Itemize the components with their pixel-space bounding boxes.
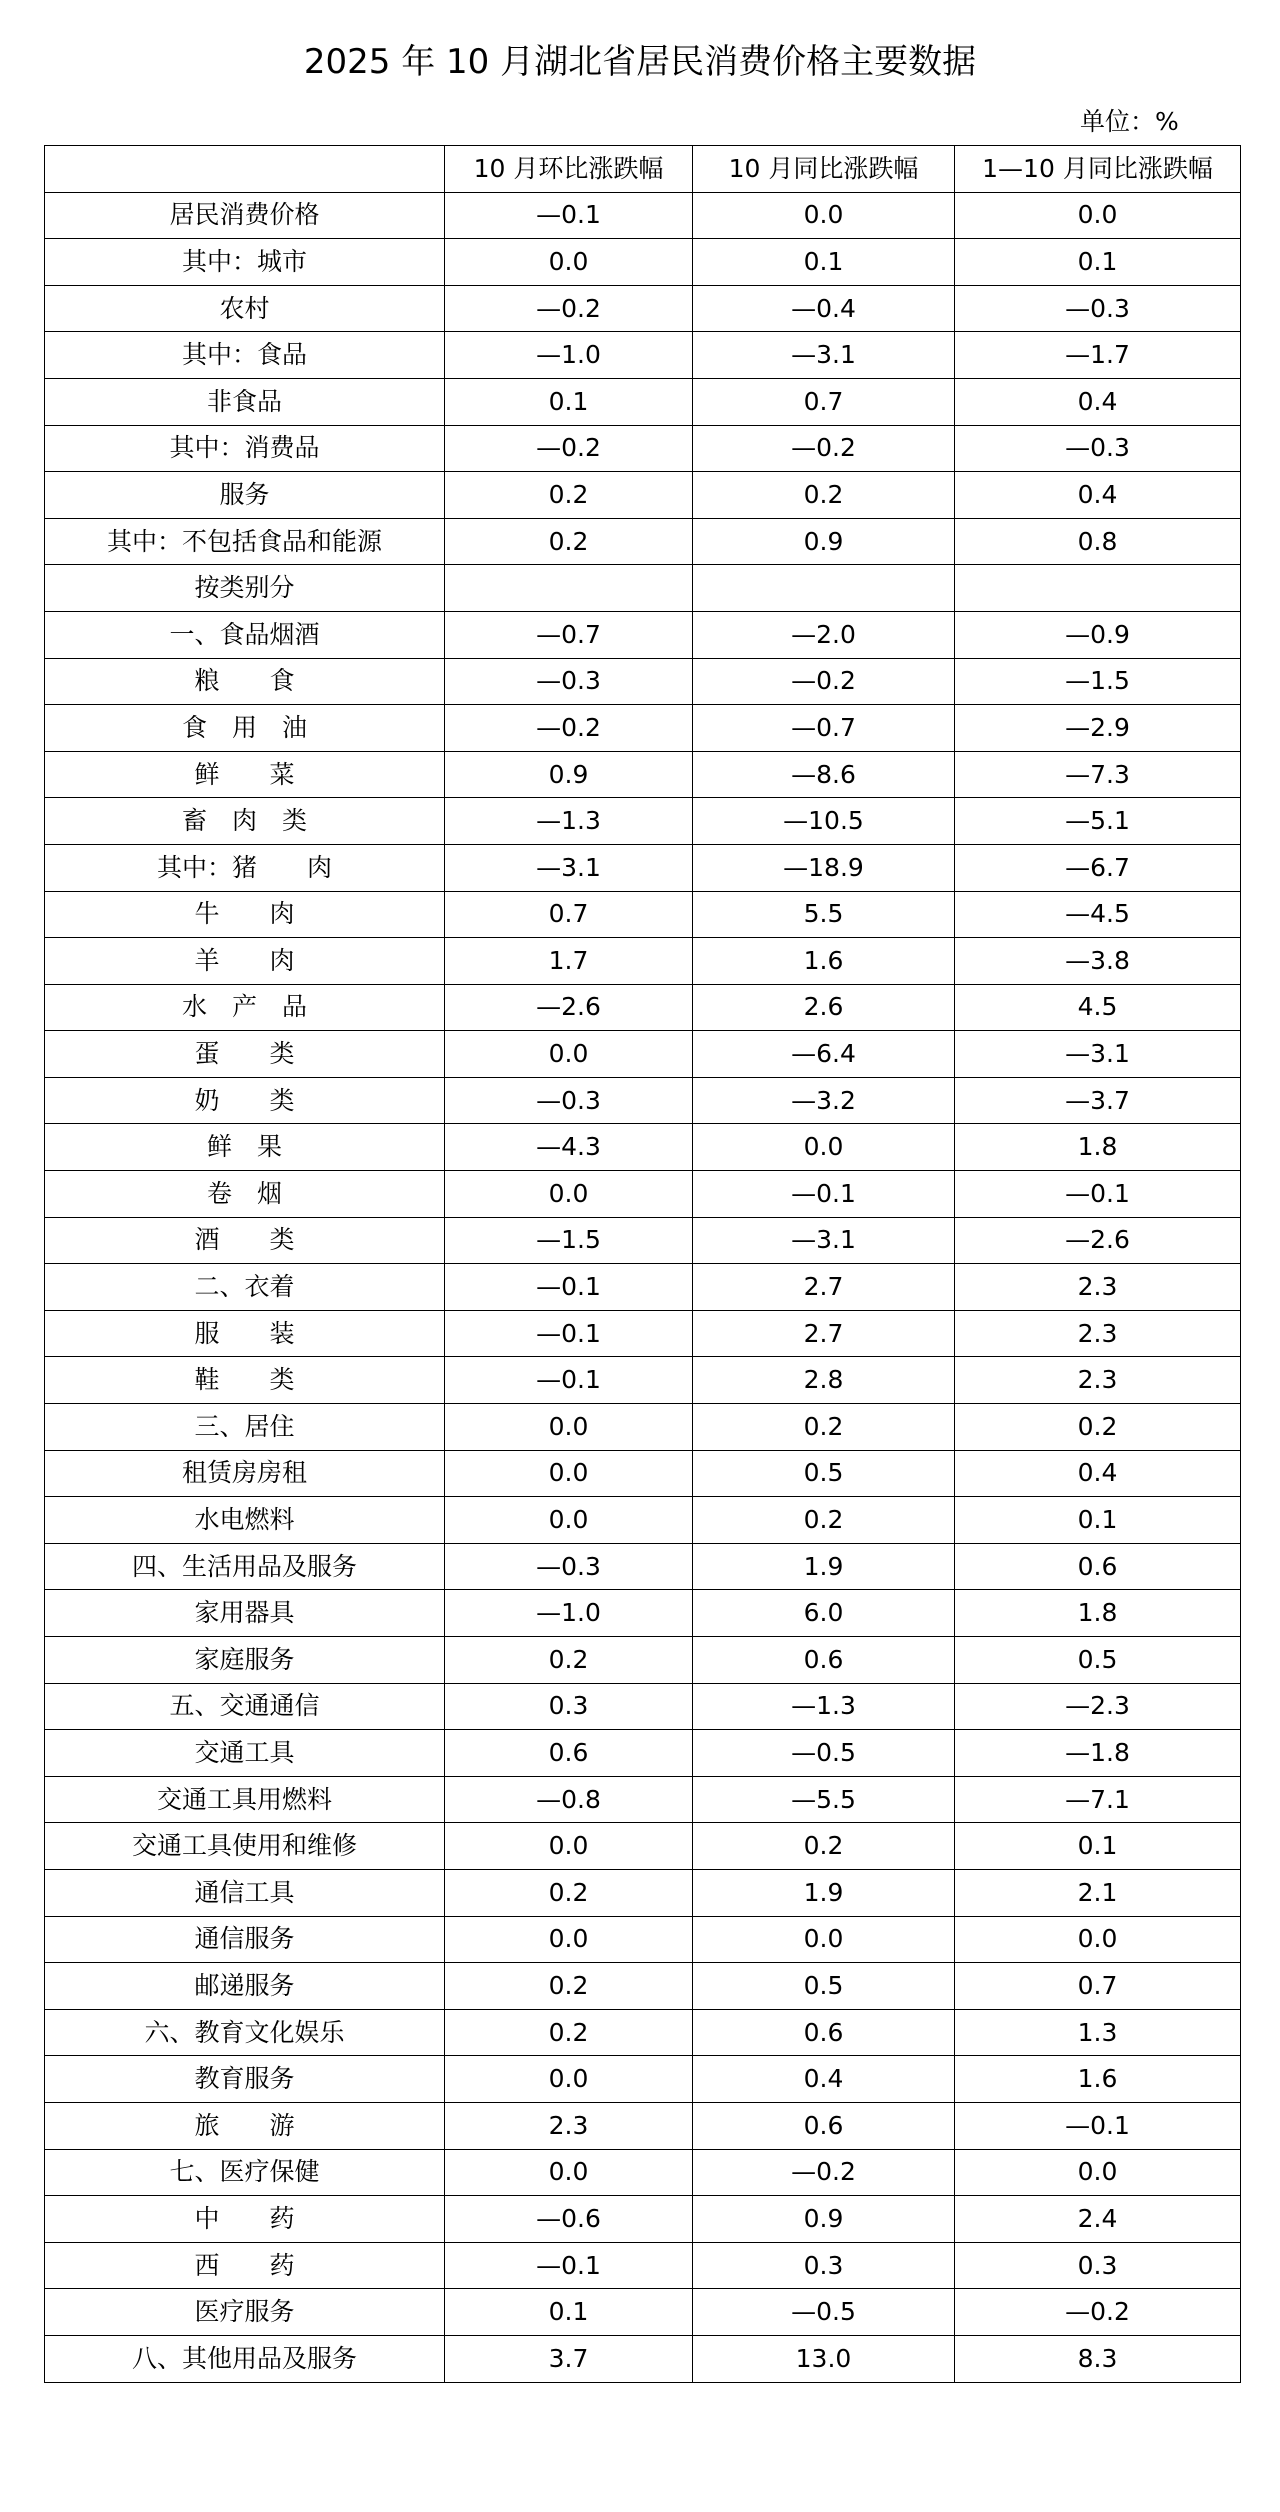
category-cell: 医疗服务 [45, 2289, 445, 2336]
ytd-change-cell: 0.6 [955, 1543, 1241, 1590]
table-row [45, 472, 1241, 519]
mom-change-cell [445, 565, 693, 612]
category-cell: 按类别分 [45, 565, 445, 612]
mom-change-cell: —1.0 [445, 332, 693, 379]
mom-change-cell: —0.3 [445, 1543, 693, 1590]
category-cell: 鲜 菜 [45, 751, 445, 798]
mom-change-cell: 0.7 [445, 891, 693, 938]
category-cell: 教育服务 [45, 2056, 445, 2103]
mom-change-cell: 0.0 [445, 1450, 693, 1497]
category-cell: 三、居住 [45, 1404, 445, 1451]
category-cell: 通信工具 [45, 1869, 445, 1916]
ytd-change-cell: —1.7 [955, 332, 1241, 379]
category-cell: 五、交通通信 [45, 1683, 445, 1730]
mom-change-cell: 0.0 [445, 1031, 693, 1078]
mom-change-cell: 0.2 [445, 472, 693, 519]
table-row [45, 938, 1241, 985]
ytd-change-cell: 4.5 [955, 984, 1241, 1031]
ytd-change-cell: 2.1 [955, 1869, 1241, 1916]
table-row [45, 1077, 1241, 1124]
yoy-change-cell: 6.0 [693, 1590, 955, 1637]
yoy-change-cell: 0.6 [693, 1637, 955, 1684]
mom-change-cell: —0.2 [445, 705, 693, 752]
ytd-change-cell: 0.2 [955, 1404, 1241, 1451]
mom-change-cell: —0.8 [445, 1776, 693, 1823]
mom-change-cell: —2.6 [445, 984, 693, 1031]
ytd-change-cell: —3.8 [955, 938, 1241, 985]
yoy-change-cell: 5.5 [693, 891, 955, 938]
table-header-row [45, 146, 1241, 193]
mom-change-cell: 2.3 [445, 2102, 693, 2149]
unit-label: 单位：% [1080, 107, 1179, 136]
category-cell: 服务 [45, 472, 445, 519]
table-row [45, 1450, 1241, 1497]
mom-change-cell: 0.9 [445, 751, 693, 798]
table-row [45, 705, 1241, 752]
category-cell: 鞋 类 [45, 1357, 445, 1404]
yoy-change-cell: 0.0 [693, 192, 955, 239]
mom-change-cell: —0.6 [445, 2196, 693, 2243]
table-row [45, 332, 1241, 379]
ytd-change-cell: 2.4 [955, 2196, 1241, 2243]
ytd-change-cell: 0.0 [955, 192, 1241, 239]
ytd-change-cell: —3.1 [955, 1031, 1241, 1078]
category-cell: 奶 类 [45, 1077, 445, 1124]
yoy-change-cell: —2.0 [693, 611, 955, 658]
category-cell: 水电燃料 [45, 1497, 445, 1544]
yoy-change-cell: 13.0 [693, 2335, 955, 2382]
yoy-change-cell: 1.9 [693, 1869, 955, 1916]
page-title: 2025 年 10 月湖北省居民消费价格主要数据 [303, 42, 977, 82]
category-cell: 卷 烟 [45, 1171, 445, 1218]
mom-change-cell: —0.1 [445, 2242, 693, 2289]
category-cell: 六、教育文化娱乐 [45, 2009, 445, 2056]
table-row [45, 518, 1241, 565]
ytd-change-cell: 2.3 [955, 1357, 1241, 1404]
table-row [45, 1031, 1241, 1078]
ytd-change-cell: 0.4 [955, 1450, 1241, 1497]
yoy-change-cell: —0.7 [693, 705, 955, 752]
table-row [45, 1171, 1241, 1218]
table-row [45, 1683, 1241, 1730]
mom-change-cell: —0.1 [445, 1310, 693, 1357]
ytd-change-cell: —3.7 [955, 1077, 1241, 1124]
yoy-change-cell: 0.3 [693, 2242, 955, 2289]
yoy-change-cell: 0.5 [693, 1450, 955, 1497]
mom-change-cell: —0.7 [445, 611, 693, 658]
category-cell: 邮递服务 [45, 1963, 445, 2010]
table-row [45, 1404, 1241, 1451]
category-cell: 农村 [45, 285, 445, 332]
mom-change-cell: 0.0 [445, 239, 693, 286]
header-cell-category [45, 146, 445, 193]
table-row [45, 1637, 1241, 1684]
yoy-change-cell: 0.6 [693, 2009, 955, 2056]
yoy-change-cell: —0.1 [693, 1171, 955, 1218]
table-row [45, 984, 1241, 1031]
yoy-change-cell: —3.1 [693, 1217, 955, 1264]
yoy-change-cell: —10.5 [693, 798, 955, 845]
category-cell: 八、其他用品及服务 [45, 2335, 445, 2382]
table-row [45, 1730, 1241, 1777]
mom-change-cell: 0.6 [445, 1730, 693, 1777]
ytd-change-cell: —6.7 [955, 844, 1241, 891]
category-cell: 牛 肉 [45, 891, 445, 938]
yoy-change-cell: —0.2 [693, 2149, 955, 2196]
mom-change-cell: 0.1 [445, 378, 693, 425]
yoy-change-cell: 0.5 [693, 1963, 955, 2010]
header-cell-ytd: 1—10 月同比涨跌幅 [955, 146, 1241, 193]
mom-change-cell: —4.3 [445, 1124, 693, 1171]
mom-change-cell: —0.3 [445, 1077, 693, 1124]
mom-change-cell: 0.0 [445, 1823, 693, 1870]
ytd-change-cell: 0.7 [955, 1963, 1241, 2010]
ytd-change-cell: 0.8 [955, 518, 1241, 565]
mom-change-cell: 0.1 [445, 2289, 693, 2336]
ytd-change-cell: 1.3 [955, 2009, 1241, 2056]
category-cell: 二、衣着 [45, 1264, 445, 1311]
yoy-change-cell: 2.7 [693, 1310, 955, 1357]
mom-change-cell: 0.0 [445, 1497, 693, 1544]
yoy-change-cell: 0.4 [693, 2056, 955, 2103]
yoy-change-cell: 0.6 [693, 2102, 955, 2149]
table-row [45, 891, 1241, 938]
table-row [45, 1124, 1241, 1171]
table-row [45, 1590, 1241, 1637]
table-row [45, 378, 1241, 425]
category-cell: 四、生活用品及服务 [45, 1543, 445, 1590]
category-cell: 租赁房房租 [45, 1450, 445, 1497]
ytd-change-cell: 0.4 [955, 378, 1241, 425]
category-cell: 旅 游 [45, 2102, 445, 2149]
mom-change-cell: 0.3 [445, 1683, 693, 1730]
yoy-change-cell: 0.0 [693, 1916, 955, 1963]
ytd-change-cell: —0.3 [955, 285, 1241, 332]
ytd-change-cell: —1.8 [955, 1730, 1241, 1777]
category-cell: 一、食品烟酒 [45, 611, 445, 658]
category-cell: 食 用 油 [45, 705, 445, 752]
yoy-change-cell: 1.9 [693, 1543, 955, 1590]
table-row [45, 1357, 1241, 1404]
mom-change-cell: —0.3 [445, 658, 693, 705]
yoy-change-cell: 0.2 [693, 1404, 955, 1451]
table-row [45, 611, 1241, 658]
yoy-change-cell: 0.2 [693, 472, 955, 519]
ytd-change-cell: —7.3 [955, 751, 1241, 798]
yoy-change-cell: 0.7 [693, 378, 955, 425]
table-row [45, 2009, 1241, 2056]
ytd-change-cell: 2.3 [955, 1310, 1241, 1357]
table-row [45, 1823, 1241, 1870]
table-row [45, 1543, 1241, 1590]
header-cell-yoy: 10 月同比涨跌幅 [693, 146, 955, 193]
table-row [45, 798, 1241, 845]
mom-change-cell: 1.7 [445, 938, 693, 985]
mom-change-cell: —1.5 [445, 1217, 693, 1264]
mom-change-cell: 0.0 [445, 2149, 693, 2196]
mom-change-cell: 0.0 [445, 1916, 693, 1963]
yoy-change-cell: 1.6 [693, 938, 955, 985]
yoy-change-cell: —6.4 [693, 1031, 955, 1078]
yoy-change-cell: 0.9 [693, 518, 955, 565]
mom-change-cell: 0.2 [445, 1869, 693, 1916]
category-cell: 西 药 [45, 2242, 445, 2289]
table-row [45, 1869, 1241, 1916]
header-cell-mom: 10 月环比涨跌幅 [445, 146, 693, 193]
yoy-change-cell: —0.5 [693, 1730, 955, 1777]
ytd-change-cell: 0.5 [955, 1637, 1241, 1684]
ytd-change-cell: 1.8 [955, 1590, 1241, 1637]
ytd-change-cell: 0.0 [955, 2149, 1241, 2196]
mom-change-cell: 0.2 [445, 1637, 693, 1684]
category-cell: 非食品 [45, 378, 445, 425]
category-cell: 酒 类 [45, 1217, 445, 1264]
cpi-table [44, 145, 1241, 2383]
category-cell: 中 药 [45, 2196, 445, 2243]
mom-change-cell: 0.0 [445, 1171, 693, 1218]
yoy-change-cell: —0.2 [693, 658, 955, 705]
yoy-change-cell: —8.6 [693, 751, 955, 798]
ytd-change-cell: 0.1 [955, 1823, 1241, 1870]
yoy-change-cell: —1.3 [693, 1683, 955, 1730]
table-row [45, 2196, 1241, 2243]
table-row [45, 565, 1241, 612]
ytd-change-cell: 2.3 [955, 1264, 1241, 1311]
mom-change-cell: 0.2 [445, 518, 693, 565]
table-row [45, 2335, 1241, 2382]
ytd-change-cell: —2.6 [955, 1217, 1241, 1264]
ytd-change-cell: 0.0 [955, 1916, 1241, 1963]
table-row [45, 658, 1241, 705]
category-cell: 其中：食品 [45, 332, 445, 379]
yoy-change-cell: 2.7 [693, 1264, 955, 1311]
yoy-change-cell: 2.6 [693, 984, 955, 1031]
mom-change-cell: —0.1 [445, 1264, 693, 1311]
ytd-change-cell: 8.3 [955, 2335, 1241, 2382]
yoy-change-cell: 0.0 [693, 1124, 955, 1171]
table-row [45, 1264, 1241, 1311]
ytd-change-cell: 0.3 [955, 2242, 1241, 2289]
table-row [45, 1497, 1241, 1544]
mom-change-cell: —3.1 [445, 844, 693, 891]
ytd-change-cell: —7.1 [955, 1776, 1241, 1823]
yoy-change-cell: —3.1 [693, 332, 955, 379]
yoy-change-cell: —0.5 [693, 2289, 955, 2336]
table-row [45, 2102, 1241, 2149]
yoy-change-cell: —0.2 [693, 425, 955, 472]
category-cell: 水 产 品 [45, 984, 445, 1031]
ytd-change-cell: —0.9 [955, 611, 1241, 658]
ytd-change-cell: —0.3 [955, 425, 1241, 472]
mom-change-cell: —1.0 [445, 1590, 693, 1637]
mom-change-cell: —0.1 [445, 1357, 693, 1404]
ytd-change-cell: —5.1 [955, 798, 1241, 845]
mom-change-cell: —0.2 [445, 425, 693, 472]
category-cell: 其中：消费品 [45, 425, 445, 472]
category-cell: 通信服务 [45, 1916, 445, 1963]
mom-change-cell: 3.7 [445, 2335, 693, 2382]
ytd-change-cell: 1.6 [955, 2056, 1241, 2103]
yoy-change-cell: —3.2 [693, 1077, 955, 1124]
mom-change-cell: 0.2 [445, 2009, 693, 2056]
category-cell: 畜 肉 类 [45, 798, 445, 845]
table-row [45, 2056, 1241, 2103]
mom-change-cell: —0.1 [445, 192, 693, 239]
category-cell: 交通工具 [45, 1730, 445, 1777]
table-row [45, 1916, 1241, 1963]
yoy-change-cell: 2.8 [693, 1357, 955, 1404]
ytd-change-cell: —4.5 [955, 891, 1241, 938]
category-cell: 家庭服务 [45, 1637, 445, 1684]
yoy-change-cell: —5.5 [693, 1776, 955, 1823]
category-cell: 服 装 [45, 1310, 445, 1357]
category-cell: 粮 食 [45, 658, 445, 705]
ytd-change-cell: 0.4 [955, 472, 1241, 519]
yoy-change-cell: 0.9 [693, 2196, 955, 2243]
category-cell: 居民消费价格 [45, 192, 445, 239]
table-row [45, 425, 1241, 472]
category-cell: 七、医疗保健 [45, 2149, 445, 2196]
yoy-change-cell: 0.1 [693, 239, 955, 286]
table-row [45, 2149, 1241, 2196]
category-cell: 交通工具使用和维修 [45, 1823, 445, 1870]
category-cell: 蛋 类 [45, 1031, 445, 1078]
table-row [45, 1310, 1241, 1357]
category-cell: 鲜 果 [45, 1124, 445, 1171]
category-cell: 交通工具用燃料 [45, 1776, 445, 1823]
table-row [45, 2242, 1241, 2289]
ytd-change-cell: —0.2 [955, 2289, 1241, 2336]
yoy-change-cell: —18.9 [693, 844, 955, 891]
table-row [45, 1217, 1241, 1264]
yoy-change-cell: 0.2 [693, 1497, 955, 1544]
table-row [45, 1963, 1241, 2010]
ytd-change-cell: —2.3 [955, 1683, 1241, 1730]
category-cell: 其中：城市 [45, 239, 445, 286]
mom-change-cell: 0.0 [445, 1404, 693, 1451]
category-cell: 羊 肉 [45, 938, 445, 985]
ytd-change-cell: —2.9 [955, 705, 1241, 752]
yoy-change-cell [693, 565, 955, 612]
table-row [45, 2289, 1241, 2336]
category-cell: 家用器具 [45, 1590, 445, 1637]
table-row [45, 751, 1241, 798]
ytd-change-cell: 0.1 [955, 239, 1241, 286]
ytd-change-cell [955, 565, 1241, 612]
mom-change-cell: 0.2 [445, 1963, 693, 2010]
mom-change-cell: —0.2 [445, 285, 693, 332]
ytd-change-cell: —1.5 [955, 658, 1241, 705]
table-row [45, 844, 1241, 891]
yoy-change-cell: 0.2 [693, 1823, 955, 1870]
table-row [45, 192, 1241, 239]
ytd-change-cell: —0.1 [955, 2102, 1241, 2149]
table-row [45, 285, 1241, 332]
table-row [45, 1776, 1241, 1823]
ytd-change-cell: 1.8 [955, 1124, 1241, 1171]
category-cell: 其中：猪 肉 [45, 844, 445, 891]
mom-change-cell: —1.3 [445, 798, 693, 845]
mom-change-cell: 0.0 [445, 2056, 693, 2103]
category-cell: 其中：不包括食品和能源 [45, 518, 445, 565]
ytd-change-cell: 0.1 [955, 1497, 1241, 1544]
yoy-change-cell: —0.4 [693, 285, 955, 332]
table-row [45, 239, 1241, 286]
ytd-change-cell: —0.1 [955, 1171, 1241, 1218]
